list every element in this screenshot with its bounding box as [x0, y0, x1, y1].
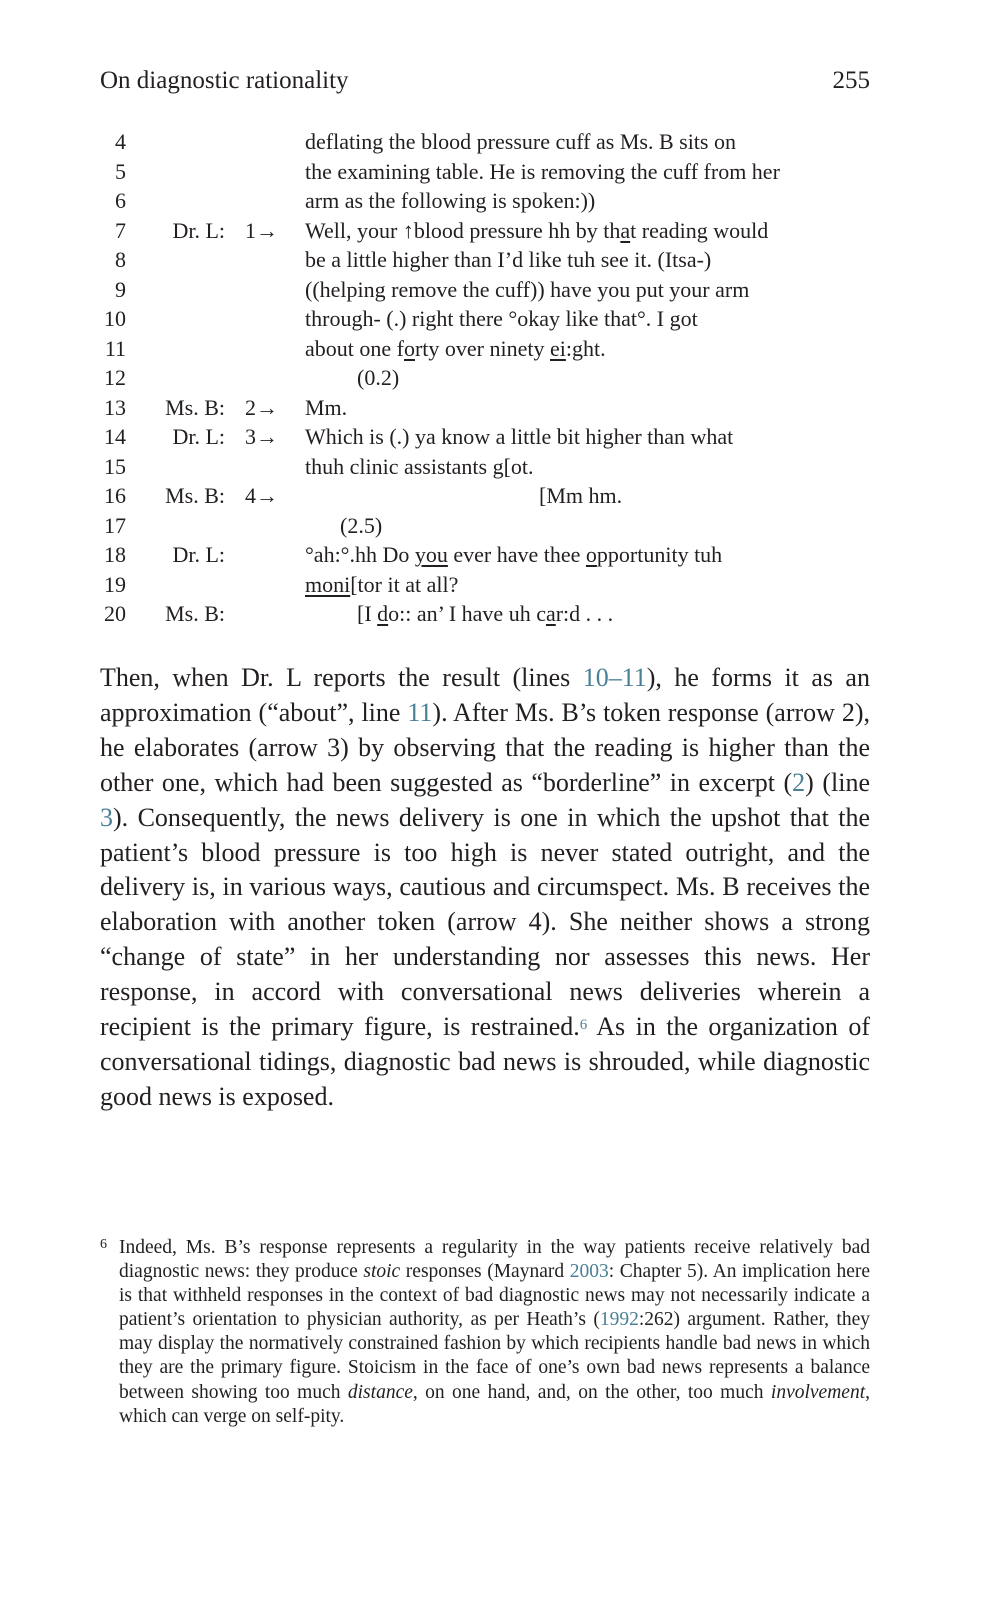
line-number: 12 — [104, 365, 126, 390]
utterance-text: be a little higher than I’d like tuh see it. (Itsa-) — [305, 247, 712, 272]
body-text: ) (line — [805, 767, 870, 797]
line-number: 9 — [115, 276, 126, 302]
line-reference-link[interactable]: 11 — [407, 697, 433, 727]
utterance-text: thuh clinic assistants g[ot. — [305, 453, 534, 479]
line-number: 5 — [115, 158, 126, 184]
footnote-mark: 6 — [100, 1237, 107, 1252]
body-text: Then, when Dr. L reports the result (lines — [100, 663, 583, 692]
line-number: 10 — [104, 306, 126, 331]
utterance-text: about one forty over ninety ei:ght. — [305, 335, 606, 361]
body-text: ). After Ms. B’s token response (arrow 2), he elaborates (arrow 3) by observing that the reading is higher than the other one, which had been suggested as “borderline” in excerpt ( — [100, 697, 871, 797]
line-number: 11 — [104, 335, 126, 361]
transcript-line — [95, 216, 885, 246]
excerpt-reference-link[interactable]: 2 — [792, 767, 806, 797]
body-text: As in the organization of conversational tidings, diagnostic bad news is shrouded, while diagnostic good news is exposed. — [100, 1012, 870, 1111]
transcript-line — [95, 570, 885, 600]
line-reference-link[interactable]: 3 — [100, 802, 113, 832]
line-number: 6 — [115, 188, 126, 213]
transcript-line — [95, 304, 885, 334]
transcript-line — [95, 157, 885, 187]
footnote-reference[interactable]: 6 — [579, 1017, 588, 1034]
line-number: 7 — [115, 217, 126, 243]
line-number: 15 — [104, 453, 126, 479]
transcript-excerpt — [95, 127, 885, 629]
body-text: ), he forms it as an approximation (“about”, line — [100, 663, 870, 727]
line-number: 4 — [115, 129, 126, 154]
line-number: 17 — [104, 512, 126, 538]
arrow-marker: 3→ — [245, 424, 278, 449]
footnote — [100, 1236, 870, 1429]
transcript-line — [95, 186, 885, 216]
running-header — [100, 64, 870, 98]
line-number: 20 — [104, 601, 126, 626]
page-number: 255 — [832, 67, 870, 94]
transcript-line — [95, 334, 885, 364]
utterance-text: (2.5) — [340, 512, 383, 538]
transcript-line — [95, 422, 885, 452]
arrow-marker: 2→ — [245, 394, 278, 420]
transcript-line — [95, 275, 885, 305]
utterance-text: (0.2) — [357, 365, 400, 390]
utterance-text: Well, your ↑blood pressure hh by that reading would — [305, 217, 769, 243]
citation-link[interactable]: 2003 — [569, 1261, 609, 1283]
utterance-text: the examining table. He is removing the cuff from her — [305, 158, 780, 184]
line-number: 19 — [104, 571, 126, 597]
transcript-line — [95, 599, 885, 629]
arrow-marker: 1→ — [245, 217, 278, 243]
transcript-line — [95, 393, 885, 423]
transcript-line — [95, 511, 885, 541]
utterance-text: deflating the blood pressure cuff as Ms. B sits on — [305, 129, 736, 154]
transcript-line — [95, 363, 885, 393]
utterance-text: arm as the following is spoken:)) — [305, 188, 596, 213]
transcript-line — [95, 245, 885, 275]
utterance-text: through- (.) right there °okay like that°. I got — [305, 306, 698, 331]
running-title: On diagnostic rationality — [100, 67, 349, 94]
body-paragraph — [100, 661, 870, 1115]
transcript-line — [95, 452, 885, 482]
line-number: 8 — [115, 247, 126, 272]
speaker-label: Ms. B: — [165, 483, 225, 508]
utterance-text: ((helping remove the cuff)) have you put your arm — [305, 276, 750, 302]
utterance-text: moni[tor it at all? — [305, 571, 459, 597]
transcript-line — [95, 540, 885, 570]
line-number: 14 — [104, 424, 126, 449]
footnote-text: Indeed, Ms. B’s response represents a regularity in the way patients receive relatively bad diagnostic news: they produce stoic responses (Maynard 2003: Chapter 5). An implication here is that withheld responses in the context of bad diagnostic news may not necessarily indicate a patient’s orientation to physician authority, as per Heath’s (1992:262) argument. Rather, they may display the normatively constrained fashion by which recipients handle bad news in which they are the primary figure. Stoicism in the face of one’s own bad news represents a balance between showing too much distance, on one hand, and, on the other, too much involvement, which can verge on self-pity. — [119, 1237, 871, 1427]
line-reference-link[interactable]: 10–11 — [582, 663, 647, 692]
speaker-label: Dr. L: — [172, 542, 225, 567]
utterance-text: Mm. — [305, 394, 348, 420]
utterance-text: [Mm hm. — [539, 483, 623, 508]
speaker-label: Ms. B: — [165, 601, 225, 626]
speaker-label: Dr. L: — [172, 217, 225, 243]
line-number: 16 — [104, 483, 126, 508]
transcript-line — [95, 481, 885, 511]
body-text: ). Consequently, the news delivery is one in which the upshot that the patient’s blood pressure is too high is never stated outright, and the delivery is, in various ways, cautious and circumspect. Ms. B receives the elaboration with another token (arrow 4). She neither shows a strong “change of state” in her understanding nor assesses this news. Her response, in accord with conversational news deliveries wherein a recipient is the primary figure, is restrained. — [100, 802, 870, 1042]
utterance-text: [I do:: an’ I have uh car:d . . . — [357, 601, 614, 626]
citation-link[interactable]: 1992 — [599, 1309, 639, 1331]
utterance-text: Which is (.) ya know a little bit higher than what — [305, 424, 734, 449]
line-number: 18 — [104, 542, 126, 567]
line-number: 13 — [104, 394, 126, 420]
utterance-text: °ah:°.hh Do you ever have thee opportunity tuh — [305, 542, 723, 567]
transcript-line — [95, 127, 885, 157]
speaker-label: Dr. L: — [172, 424, 225, 449]
speaker-label: Ms. B: — [165, 394, 225, 420]
arrow-marker: 4→ — [245, 483, 278, 508]
